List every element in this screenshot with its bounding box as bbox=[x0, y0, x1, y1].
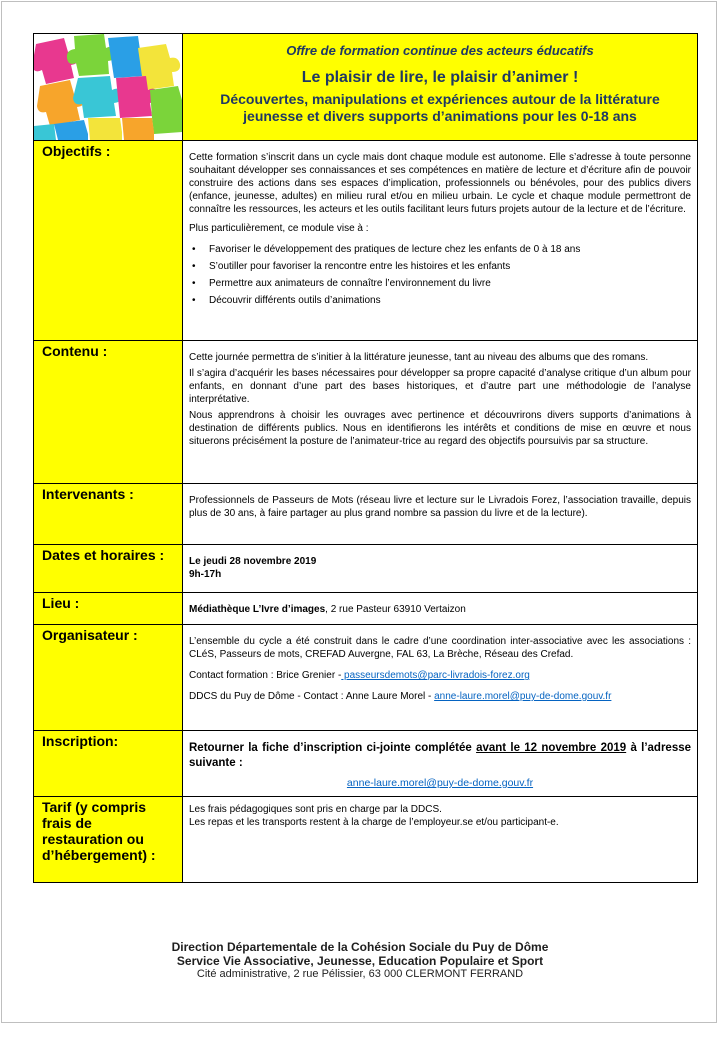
row-lieu bbox=[34, 593, 698, 625]
list-item bbox=[192, 260, 691, 273]
dates-hours: 9h-17h bbox=[189, 569, 222, 580]
row-dates bbox=[34, 545, 698, 593]
title-box bbox=[183, 34, 697, 140]
contenu-p3: Nous apprendrons à choisir les ouvrages avec pertinence et découvrirons divers supports d’animations à destination de différents publics. Nous en identifierons les intérêts et conditions de mise en œuvre et nous situerons précisément la posture de l’animateur-trice au regard des objectifs poursuivis par sa structure. bbox=[189, 410, 691, 447]
list-item bbox=[192, 277, 691, 290]
document bbox=[33, 33, 698, 883]
label-dates: Dates et horaires : bbox=[34, 545, 183, 593]
label-contenu: Contenu : bbox=[34, 341, 183, 484]
ddcs-email-link[interactable]: anne-laure.morel@puy-de-dome.gouv.fr bbox=[434, 691, 612, 702]
objectifs-intro: Plus particulièrement, ce module vise à : bbox=[189, 223, 369, 234]
row-intervenants bbox=[34, 484, 698, 545]
label-objectifs: Objectifs : bbox=[34, 141, 183, 341]
label-intervenants: Intervenants : bbox=[34, 484, 183, 545]
inscription-text-after: à l’adresse suivante : bbox=[189, 742, 692, 769]
objectifs-paragraph: Cette formation s’inscrit dans un cycle mais dont chaque module est autonome. Elle s’adresse à toute personne souhaitant développer ses connaissances et ses compétences en matière de lecture et d’écriture afin de pouvoir construire des actions dans ses espaces d’implication, professionnels ou bénévoles, pour des publics divers (enfance, jeunesse, adultes) en milieu rural et/ou en milieu urbain. Le cycle et chaque module permettront de connaître les ressources, les acteurs et les outils facilitant leurs futurs projets autour de la lecture et de l’écriture. bbox=[189, 152, 691, 215]
objectifs-list bbox=[189, 243, 691, 307]
inscription-text-before: Retourner la fiche d’inscription ci-jointe complétée bbox=[189, 742, 477, 754]
list-item-text: Favoriser le développement des pratiques de lecture chez les enfants de 0 à 18 ans bbox=[209, 244, 581, 255]
label-tarif: Tarif (y compris frais de restauration ou d’hébergement) : bbox=[34, 797, 183, 883]
header-subtitle: Offre de formation continue des acteurs éducatifs bbox=[286, 43, 594, 58]
contact-email-link[interactable]: passeursdemots@parc-livradois-forez.org bbox=[341, 670, 530, 681]
footer-line-2: Service Vie Associative, Jeunesse, Education Populaire et Sport bbox=[176, 954, 544, 968]
description-line-1: Découvertes, manipulations et expériences autour de la littérature bbox=[220, 91, 660, 107]
footer bbox=[0, 940, 720, 981]
label-lieu: Lieu : bbox=[34, 593, 183, 625]
list-item bbox=[192, 243, 691, 256]
row-objectifs bbox=[34, 141, 698, 341]
contenu-p1: Cette journée permettra de s’initier à la littérature jeunesse, tant au niveau des albums que des romans. bbox=[189, 352, 649, 363]
footer-line-3: Cité administrative, 2 rue Pélissier, 63 000 CLERMONT FERRAND bbox=[196, 968, 524, 980]
lieu-address: , 2 rue Pasteur 63910 Vertaizon bbox=[325, 604, 466, 615]
content-contenu bbox=[183, 341, 698, 484]
header-description bbox=[183, 91, 697, 125]
label-inscription: Inscription: bbox=[34, 731, 183, 797]
info-table bbox=[33, 140, 698, 883]
bullet-icon: • bbox=[192, 278, 196, 289]
list-item bbox=[192, 294, 691, 307]
intervenants-text: Professionnels de Passeurs de Mots (réseau livre et lecture sur le Livradois Forez, l’association travaille, depuis plus de 30 ans, à faire partager au plus grand nombre sa passion du livre et de la lecture). bbox=[189, 495, 691, 519]
row-tarif bbox=[34, 797, 698, 883]
description-line-2: jeunesse et divers supports d’animations pour les 0-18 ans bbox=[243, 108, 637, 124]
list-item-text: S’outiller pour favoriser la rencontre entre les histoires et les enfants bbox=[209, 261, 511, 272]
bullet-icon: • bbox=[192, 261, 196, 272]
header bbox=[33, 33, 698, 140]
content-intervenants bbox=[183, 484, 698, 545]
footer-line-1: Direction Départementale de la Cohésion Sociale du Puy de Dôme bbox=[171, 940, 549, 954]
tarif-line2: Les repas et les transports restent à la charge de l’employeur.se et/ou participant-e. bbox=[189, 817, 559, 828]
content-lieu bbox=[183, 593, 698, 625]
content-inscription bbox=[183, 731, 698, 797]
bullet-icon: • bbox=[192, 295, 196, 306]
puzzle-pieces-icon bbox=[34, 34, 183, 140]
dates-date: Le jeudi 28 novembre 2019 bbox=[189, 556, 317, 567]
bullet-icon: • bbox=[192, 244, 196, 255]
contact-label: Contact formation : Brice Grenier - bbox=[189, 670, 342, 681]
row-contenu bbox=[34, 341, 698, 484]
label-organisateur: Organisateur : bbox=[34, 625, 183, 731]
inscription-email-link[interactable]: anne-laure.morel@puy-de-dome.gouv.fr bbox=[346, 777, 534, 789]
contenu-p2: Il s’agira d’acquérir les bases nécessaires pour développer sa propre capacité d’analyse critique d’un album pour enfants, en donnant d’une part des bases historiques, et d’autre part une méthodologie de l’analyse interprétative. bbox=[189, 368, 691, 405]
tarif-line1: Les frais pédagogiques sont pris en charge par la DDCS. bbox=[189, 804, 442, 815]
row-organisateur bbox=[34, 625, 698, 731]
content-objectifs bbox=[183, 141, 698, 341]
organisateur-p1: L’ensemble du cycle a été construit dans le cadre d’une coordination inter-associative avec les associations : CLéS, Passeurs de mots, CREFAD Auvergne, FAL 63, La Brèche, Réseau des Crefad. bbox=[189, 636, 691, 660]
list-item-text: Permettre aux animateurs de connaître l’environnement du livre bbox=[209, 278, 491, 289]
lieu-venue: Médiathèque L’Ivre d’images bbox=[189, 604, 326, 615]
content-dates bbox=[183, 545, 698, 593]
inscription-deadline: avant le 12 novembre 2019 bbox=[476, 742, 627, 754]
list-item-text: Découvrir différents outils d’animations bbox=[209, 295, 381, 306]
page-title: Le plaisir de lire, le plaisir d’animer ! bbox=[301, 69, 579, 86]
content-tarif bbox=[183, 797, 698, 883]
ddcs-label: DDCS du Puy de Dôme - Contact : Anne Laure Morel - bbox=[189, 691, 435, 702]
content-organisateur bbox=[183, 625, 698, 731]
row-inscription bbox=[34, 731, 698, 797]
